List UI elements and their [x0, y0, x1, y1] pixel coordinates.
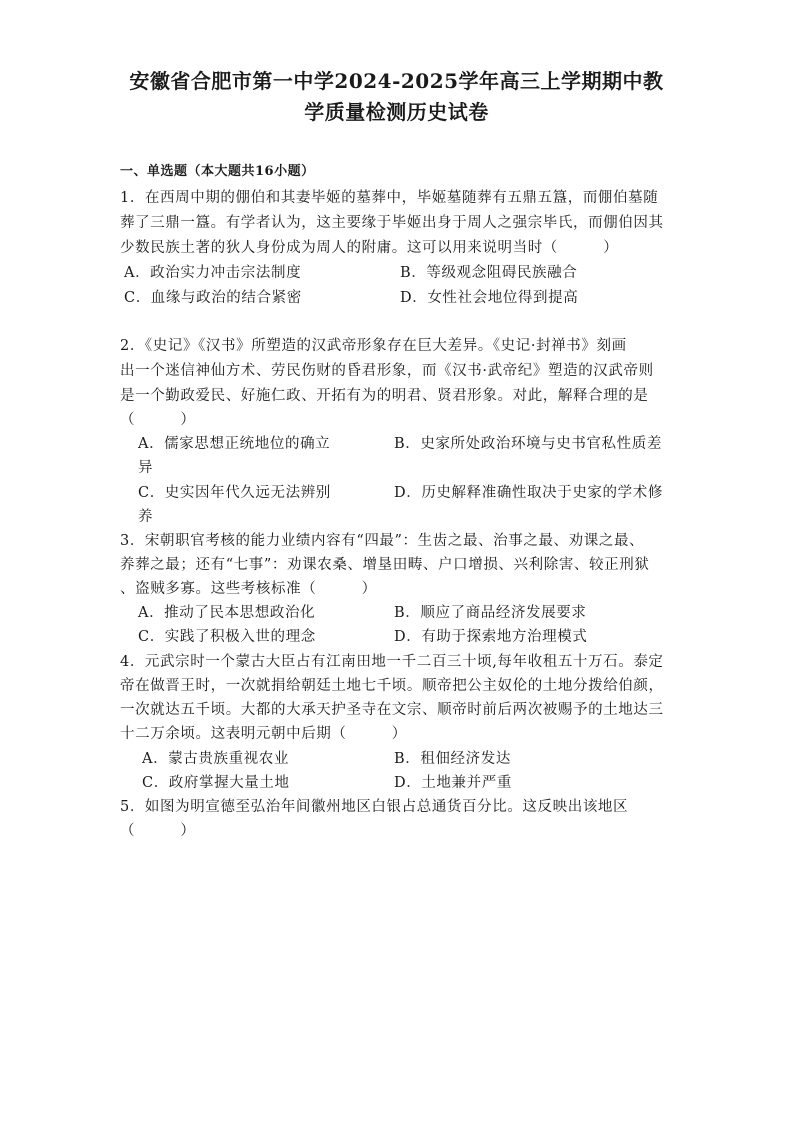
- section-heading: 一、单选题（本大题共16小题）: [120, 164, 315, 179]
- question-2-option-b-wrap: 异: [138, 460, 154, 476]
- question-5-line-2: （ ）: [120, 823, 196, 839]
- question-2-option-d[interactable]: D．历史解释准确性取决于史家的学术修: [394, 485, 663, 501]
- exam-title-line-1: 安徽省合肥市第一中学2024-2025学年高三上学期期中教: [129, 69, 664, 93]
- question-3-line-2: 养葬之最；还有“七事”：劝课农桑、增垦田畴、户口增损、兴利除害、较正刑狱: [120, 557, 650, 573]
- question-1-option-d[interactable]: D．女性社会地位得到提高: [400, 290, 579, 306]
- question-2-line-3: 是一个勤政爱民、好施仁政、开拓有为的明君、贤君形象。对此，解释合理的是: [120, 388, 649, 404]
- question-5-line-1: 5．如图为明宣德至弘治年间徽州地区白银占总通货百分比。这反映出该地区: [120, 799, 629, 815]
- question-4-option-d[interactable]: D．土地兼并严重: [394, 775, 512, 791]
- question-1-option-b[interactable]: B．等级观念阻碍民族融合: [400, 265, 578, 281]
- question-2-line-1: 2．《史记》《汉书》所塑造的汉武帝形象存在巨大差异。《史记·封禅书》刻画: [120, 338, 627, 354]
- question-4-line-4: 十二万余顷。这表明元朝中后期（ ）: [120, 726, 407, 742]
- question-1-line-1: 1．在西周中期的倗伯和其妻毕姬的墓葬中，毕姬墓随葬有五鼎五簋，而倗伯墓随: [120, 190, 659, 206]
- question-4-line-1: 4．元武宗时一个蒙古大臣占有江南田地一千二百三十顷,每年收租五十万石。泰定: [120, 654, 664, 670]
- question-3-option-d[interactable]: D．有助于探索地方治理模式: [394, 629, 588, 645]
- question-3-option-c[interactable]: C．实践了积极入世的理念: [138, 629, 316, 645]
- question-4-line-3: 一次就达五千顷。大都的大承天护圣寺在文宗、顺帝时前后两次被赐予的土地达三: [120, 702, 664, 718]
- question-3-line-3: 、盗贼多寡。这些考核标准（ ）: [120, 581, 377, 597]
- question-3-line-1: 3．宋朝职官考核的能力业绩内容有“四最”：生齿之最、治事之最、劝课之最、: [120, 533, 645, 549]
- question-2-option-a[interactable]: A．儒家思想正统地位的确立: [138, 436, 331, 452]
- question-4-line-2: 帝在做晋王时，一次就捐给朝廷土地七千顷。顺帝把公主奴伦的土地分拨给伯颜，: [120, 678, 664, 694]
- question-1-option-a[interactable]: A．政治实力冲击宗法制度: [124, 265, 302, 281]
- question-1-line-2: 葬了三鼎一簋。有学者认为，这主要缘于毕姬出身于周人之强宗毕氏，而倗伯因其: [120, 215, 664, 231]
- question-2-option-d-wrap: 养: [138, 509, 154, 525]
- question-3-option-a[interactable]: A．推动了民本思想政治化: [138, 605, 316, 621]
- question-4-option-a[interactable]: A．蒙古贵族重视农业: [142, 751, 289, 767]
- question-2-option-b[interactable]: B．史家所处政治环境与史书官私性质差: [394, 436, 662, 452]
- question-2-option-c[interactable]: C．史实因年代久远无法辨别: [138, 485, 331, 501]
- question-2-line-4: （ ）: [120, 412, 196, 428]
- exam-title-line-2: 学质量检测历史试卷: [304, 100, 489, 124]
- question-4-option-b[interactable]: B．租佃经济发达: [394, 751, 511, 767]
- question-4-option-c[interactable]: C．政府掌握大量土地: [142, 775, 290, 791]
- question-1-option-c[interactable]: C．血缘与政治的结合紧密: [124, 290, 302, 306]
- question-2-line-2: 出一个迷信神仙方术、劳民伤财的昏君形象，而《汉书·武帝纪》塑造的汉武帝则: [120, 363, 654, 379]
- question-1-line-3: 少数民族土著的狄人身份成为周人的附庸。这可以用来说明当时（ ）: [120, 240, 619, 256]
- question-3-option-b[interactable]: B．顺应了商品经济发展要求: [394, 605, 587, 621]
